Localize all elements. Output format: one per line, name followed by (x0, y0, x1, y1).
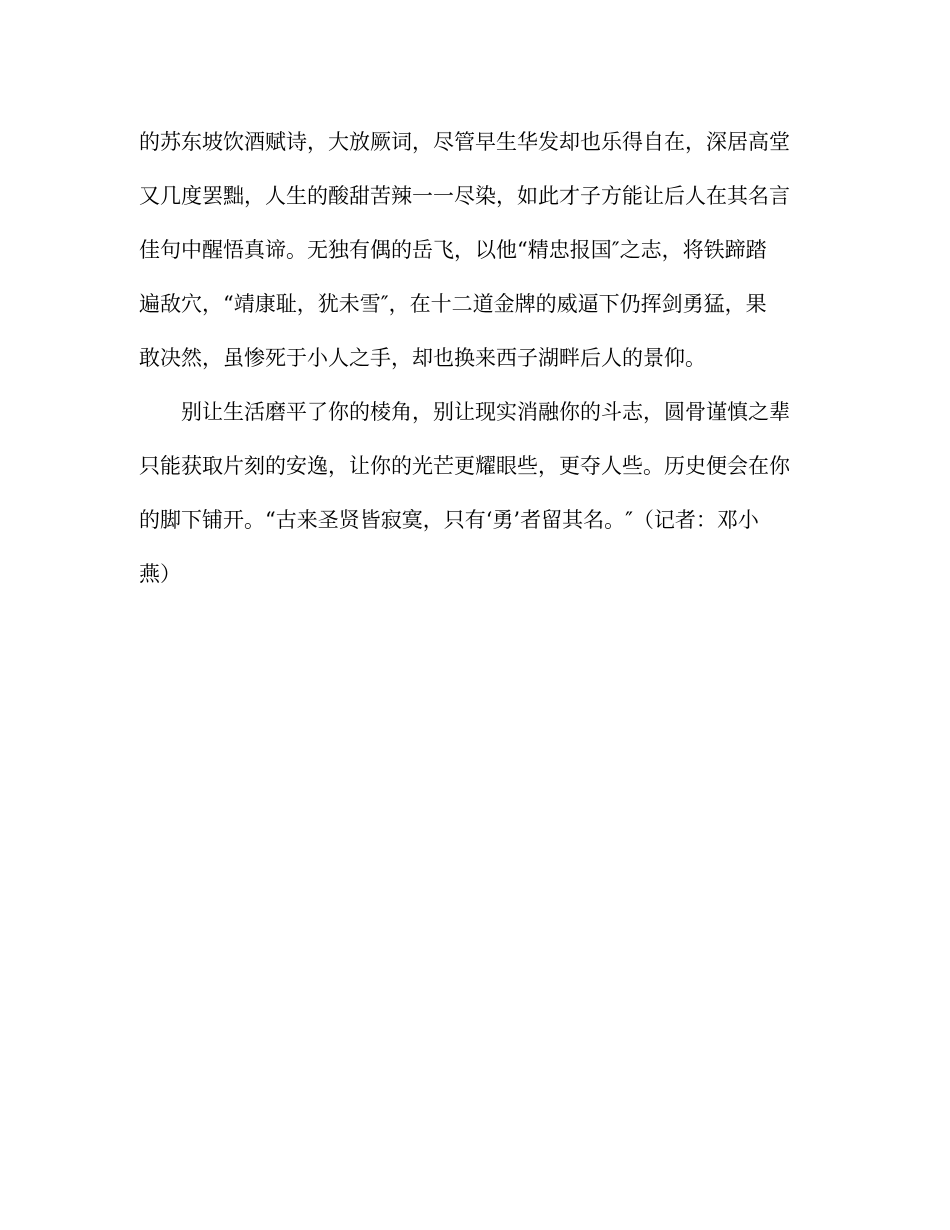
text-line: 敢决然，虽惨死于小人之手，却也换来西子湖畔后人的景仰。 (139, 346, 706, 370)
text-line: 佳句中醒悟真谛。无独有偶的岳飞，以他“精忠报国″之志，将铁蹄踏 (139, 238, 767, 262)
text-line: 燕） (139, 562, 181, 586)
article-body (139, 122, 819, 608)
text-line: 的苏东坡饮酒赋诗，大放厥词，尽管早生华发却也乐得自在，深居高堂 (139, 130, 790, 154)
text-line: 只能获取片刻的安逸，让你的光芒更耀眼些，更夺人些。历史便会在你 (139, 454, 790, 478)
text-line: 的脚下铺开。“古来圣贤皆寂寞，只有‘勇’者留其名。″（记者：邓小 (139, 508, 759, 532)
text-line: 又几度罢黜，人生的酸甜苦辣一一尽染，如此才子方能让后人在其名言 (139, 184, 790, 208)
paragraph-2 (139, 392, 819, 608)
text-line: 别让生活磨平了你的棱角，别让现实消融你的斗志，圆骨谨慎之辈 (181, 400, 790, 424)
text-line: 遍敌穴，“靖康耻，犹未雪″，在十二道金牌的威逼下仍挥剑勇猛，果 (139, 292, 767, 316)
paragraph-1 (139, 122, 819, 392)
